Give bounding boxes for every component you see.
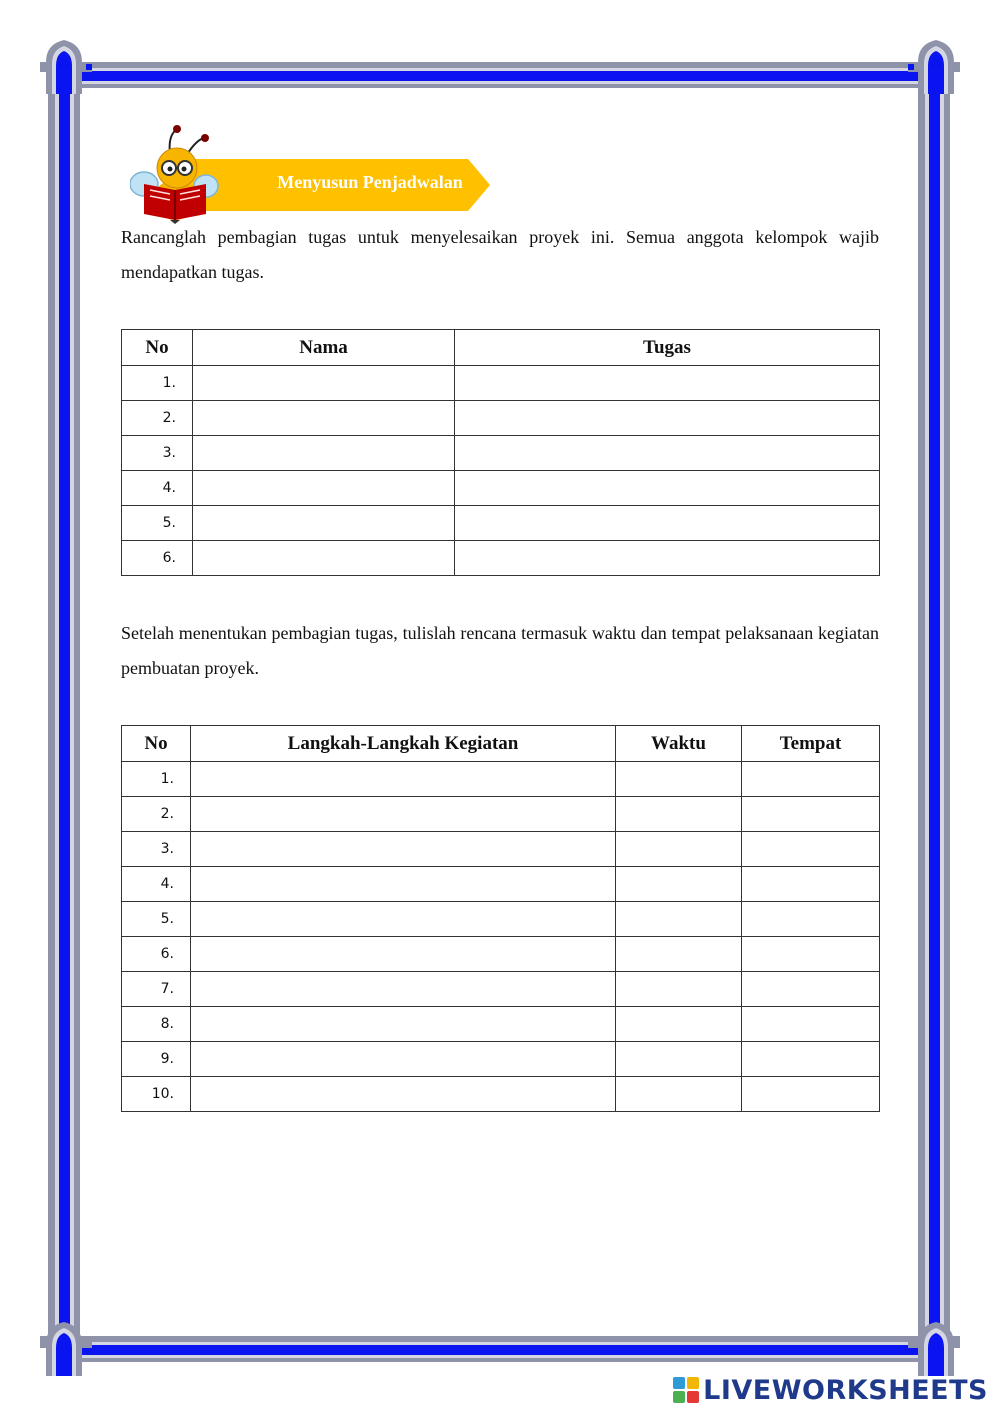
table-row (122, 972, 880, 1007)
row-number: 1. (122, 762, 191, 797)
frame-top-bar (62, 62, 938, 88)
table-row (122, 1007, 880, 1042)
task-division-table (121, 329, 880, 576)
langkah-cell[interactable] (191, 972, 616, 1007)
column-header-tempat: Tempat (742, 726, 880, 762)
table-row (122, 541, 880, 576)
frame-corner-ornament-top-left (40, 40, 92, 94)
column-header-langkah: Langkah-Langkah Kegiatan (191, 726, 616, 762)
row-number: 7. (122, 972, 191, 1007)
row-number: 2. (122, 401, 193, 436)
tempat-cell[interactable] (742, 972, 880, 1007)
row-number: 3. (122, 832, 191, 867)
table-row (122, 471, 880, 506)
activity-schedule-table (121, 725, 880, 1112)
table-row (122, 902, 880, 937)
frame-right-bar (918, 62, 950, 1352)
frame-bottom-bar (62, 1336, 938, 1362)
langkah-cell[interactable] (191, 867, 616, 902)
tugas-cell[interactable] (455, 541, 880, 576)
tempat-cell[interactable] (742, 1007, 880, 1042)
tempat-cell[interactable] (742, 762, 880, 797)
langkah-cell[interactable] (191, 797, 616, 832)
tempat-cell[interactable] (742, 902, 880, 937)
table-row (122, 401, 880, 436)
table-row (122, 797, 880, 832)
table-row (122, 867, 880, 902)
frame-left-bar (48, 62, 80, 1352)
tempat-cell[interactable] (742, 797, 880, 832)
tugas-cell[interactable] (455, 401, 880, 436)
waktu-cell[interactable] (616, 762, 742, 797)
table-header-row (122, 330, 880, 366)
table-row (122, 762, 880, 797)
tugas-cell[interactable] (455, 506, 880, 541)
langkah-cell[interactable] (191, 762, 616, 797)
langkah-cell[interactable] (191, 902, 616, 937)
row-number: 6. (122, 541, 193, 576)
table-row (122, 1042, 880, 1077)
waktu-cell[interactable] (616, 1077, 742, 1112)
langkah-cell[interactable] (191, 937, 616, 972)
nama-cell[interactable] (193, 401, 455, 436)
tugas-cell[interactable] (455, 471, 880, 506)
column-header-no: No (122, 330, 193, 366)
row-number: 5. (122, 506, 193, 541)
table-row (122, 1077, 880, 1112)
frame-corner-ornament-bottom-left (40, 1322, 92, 1376)
row-number: 5. (122, 902, 191, 937)
waktu-cell[interactable] (616, 1042, 742, 1077)
waktu-cell[interactable] (616, 1007, 742, 1042)
tempat-cell[interactable] (742, 937, 880, 972)
column-header-tugas: Tugas (455, 330, 880, 366)
table-row (122, 937, 880, 972)
row-number: 1. (122, 366, 193, 401)
table-header-row (122, 726, 880, 762)
row-number: 4. (122, 867, 191, 902)
row-number: 4. (122, 471, 193, 506)
frame-corner-ornament-top-right (908, 40, 960, 94)
row-number: 10. (122, 1077, 191, 1112)
tugas-cell[interactable] (455, 366, 880, 401)
nama-cell[interactable] (193, 506, 455, 541)
column-header-no: No (122, 726, 191, 762)
banner-title: Menyusun Penjadwalan (277, 172, 463, 192)
column-header-nama: Nama (193, 330, 455, 366)
liveworksheets-logo-icon (673, 1377, 699, 1403)
langkah-cell[interactable] (191, 1007, 616, 1042)
tempat-cell[interactable] (742, 832, 880, 867)
waktu-cell[interactable] (616, 972, 742, 1007)
tugas-cell[interactable] (455, 436, 880, 471)
tempat-cell[interactable] (742, 1042, 880, 1077)
column-header-waktu: Waktu (616, 726, 742, 762)
langkah-cell[interactable] (191, 1077, 616, 1112)
table-row (122, 366, 880, 401)
liveworksheets-watermark (673, 1372, 988, 1408)
waktu-cell[interactable] (616, 797, 742, 832)
row-number: 2. (122, 797, 191, 832)
section-banner (130, 124, 492, 224)
table-row (122, 436, 880, 471)
bee-reading-book-icon (130, 124, 220, 224)
row-number: 8. (122, 1007, 191, 1042)
table-row (122, 832, 880, 867)
table-row (122, 506, 880, 541)
waktu-cell[interactable] (616, 832, 742, 867)
tempat-cell[interactable] (742, 867, 880, 902)
tempat-cell[interactable] (742, 1077, 880, 1112)
nama-cell[interactable] (193, 366, 455, 401)
nama-cell[interactable] (193, 436, 455, 471)
instruction-paragraph-tasks: Rancanglah pembagian tugas untuk menyelesaikan proyek ini. Semua anggota kelompok wajib mendapatkan tugas. (121, 227, 879, 282)
waktu-cell[interactable] (616, 902, 742, 937)
nama-cell[interactable] (193, 471, 455, 506)
waktu-cell[interactable] (616, 867, 742, 902)
langkah-cell[interactable] (191, 1042, 616, 1077)
watermark-text: LIVEWORKSHEETS (703, 1374, 988, 1406)
nama-cell[interactable] (193, 541, 455, 576)
row-number: 9. (122, 1042, 191, 1077)
langkah-cell[interactable] (191, 832, 616, 867)
instruction-paragraph-schedule: Setelah menentukan pembagian tugas, tulislah rencana termasuk waktu dan tempat pelaksanaan kegiatan pembuatan proyek. (121, 623, 879, 678)
row-number: 6. (122, 937, 191, 972)
row-number: 3. (122, 436, 193, 471)
waktu-cell[interactable] (616, 937, 742, 972)
frame-corner-ornament-bottom-right (908, 1322, 960, 1376)
